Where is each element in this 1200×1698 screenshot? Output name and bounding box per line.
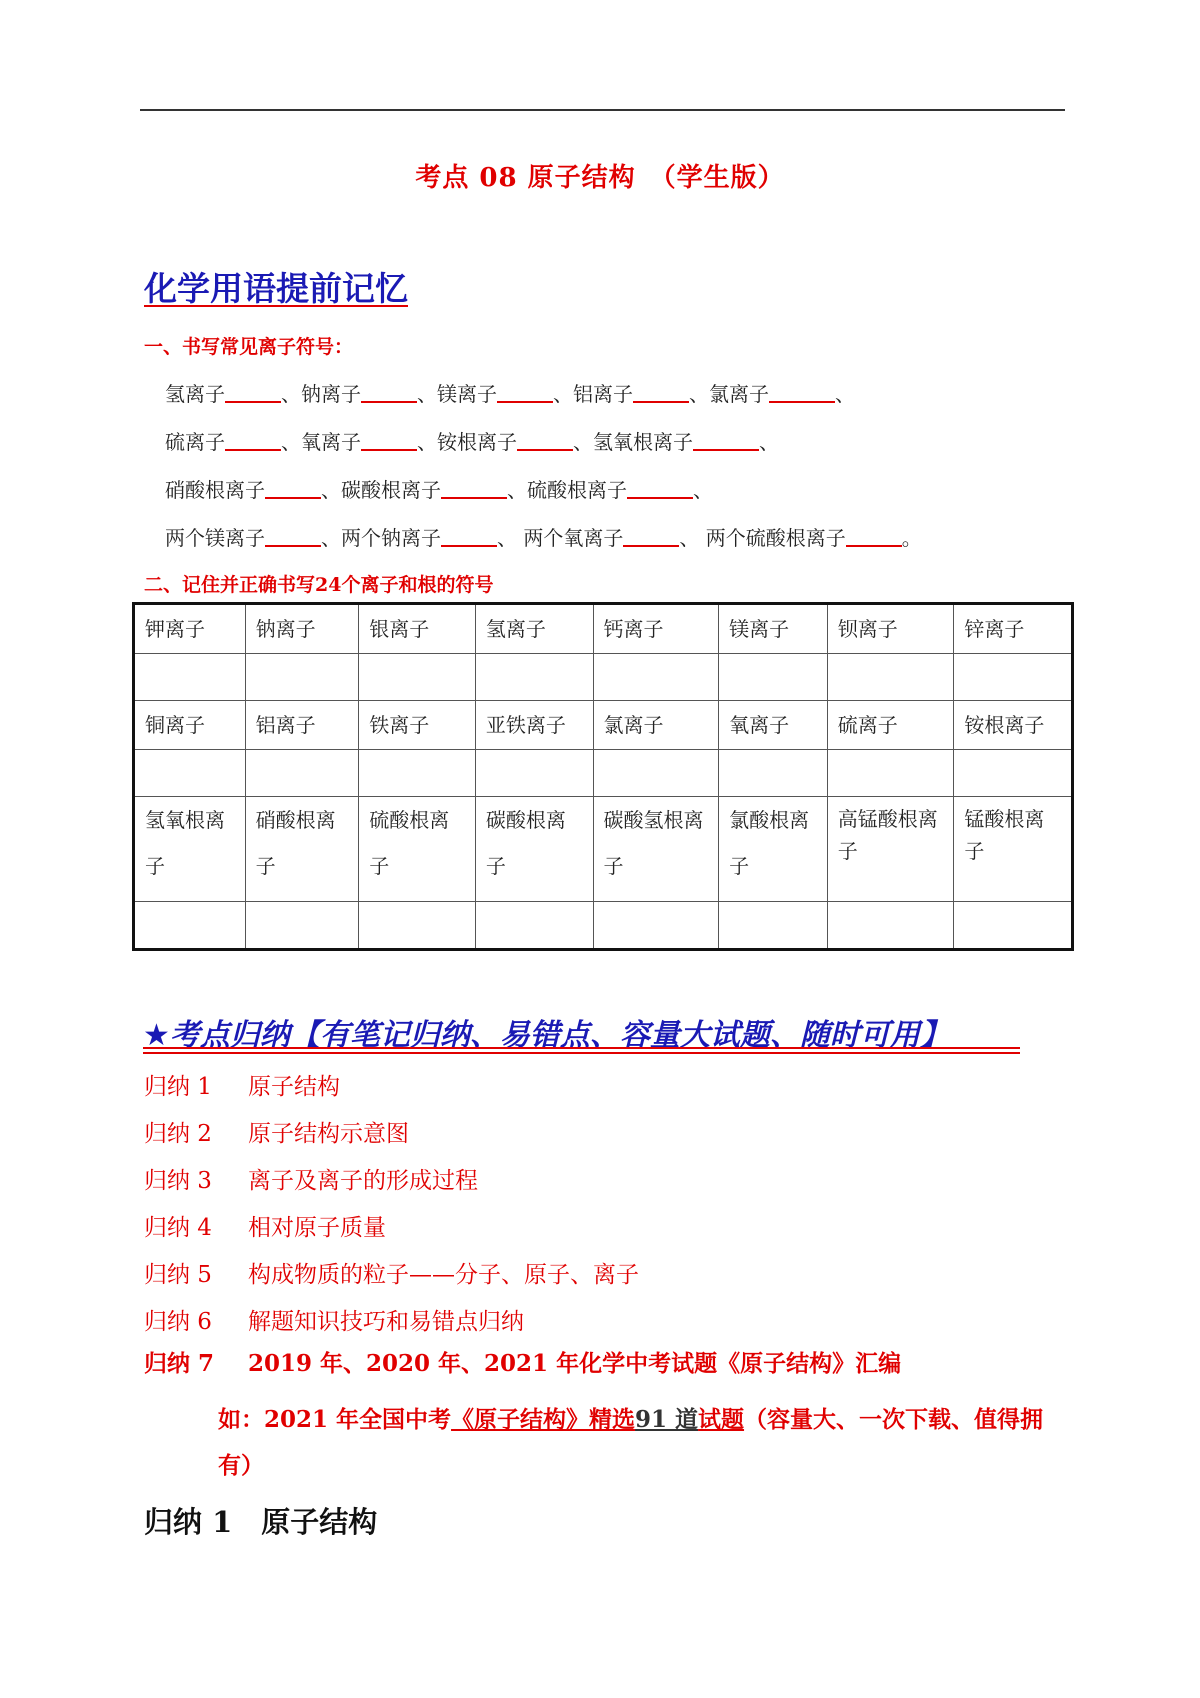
ion-label: 铜离子 [134, 701, 246, 750]
ion-label: 钡离子 [827, 604, 954, 654]
part2-title: 二、记住并正确书写24个离子和根的符号 [144, 574, 494, 596]
table-row [134, 797, 1073, 902]
table-row [134, 701, 1073, 750]
summary-rule [143, 1047, 1020, 1049]
ion-label: 铝离子 [245, 701, 359, 750]
ion-label: 硫离子 [827, 701, 954, 750]
answer-row [134, 654, 1073, 701]
answer-row [134, 750, 1073, 797]
ion-label: 氯离子 [593, 701, 719, 750]
ion-label: 氢氧根离子 [134, 797, 246, 902]
ion-label: 镁离子 [719, 604, 828, 654]
ion-label: 铁离子 [359, 701, 476, 750]
ion-table [132, 602, 1074, 951]
answer-row [134, 902, 1073, 950]
ion-label: 钠离子 [245, 604, 359, 654]
summary-item[interactable]: 归纳 6 解题知识技巧和易错点归纳 [144, 1309, 524, 1335]
summary-item[interactable]: 归纳 1 原子结构 [144, 1074, 340, 1100]
ion-label: 锌离子 [954, 604, 1073, 654]
summary-item[interactable]: 归纳 5 构成物质的粒子——分子、原子、离子 [144, 1262, 639, 1288]
ion-label: 钙离子 [593, 604, 719, 654]
promo-link[interactable]: 试题 [698, 1406, 745, 1433]
page-title: 考点 08 原子结构 （学生版） [415, 163, 785, 193]
summary-item[interactable]: 归纳 7 2019 年、2020 年、2021 年化学中考试题《原子结构》汇编 [144, 1350, 902, 1377]
ion-label: 氯酸根离子 [719, 797, 828, 902]
part1-title: 一、书写常见离子符号： [144, 336, 354, 358]
header-rule [140, 109, 1065, 111]
table-row [134, 604, 1073, 654]
fill-line-4: 两个镁离子 、两个钠离子 、 两个氧离子 、 两个硫酸根离子 。 [165, 526, 922, 550]
summary-item[interactable]: 归纳 4 相对原子质量 [144, 1215, 386, 1241]
promo-link[interactable]: 《原子结构》精选 [451, 1406, 636, 1433]
ion-label: 碳酸氢根离子 [593, 797, 719, 902]
ion-label: 氢离子 [475, 604, 593, 654]
summary-rule [143, 1052, 1020, 1054]
ion-label: 钾离子 [134, 604, 246, 654]
fill-line-3: 硝酸根离子 、碳酸根离子 、硫酸根离子 、 [165, 478, 713, 502]
ion-label: 亚铁离子 [475, 701, 593, 750]
ion-label: 硫酸根离子 [359, 797, 476, 902]
section2-heading: 归纳 1 原子结构 [144, 1505, 378, 1539]
ion-label: 锰酸根离子 [954, 797, 1073, 902]
ion-label: 硝酸根离子 [245, 797, 359, 902]
ion-label: 高锰酸根离子 [827, 797, 954, 902]
ion-label: 铵根离子 [954, 701, 1073, 750]
promo-note: 如：2021 年全国中考《原子结构》精选91 道试题（容量大、一次下载、值得拥有） [218, 1406, 1044, 1479]
ion-label: 碳酸根离子 [475, 797, 593, 902]
ion-label: 银离子 [359, 604, 476, 654]
summary-item[interactable]: 归纳 3 离子及离子的形成过程 [144, 1168, 478, 1194]
section-heading: 化学用语提前记忆 [144, 269, 408, 308]
summary-item[interactable]: 归纳 2 原子结构示意图 [144, 1121, 409, 1147]
summary-heading: ★考点归纳【有笔记归纳、易错点、容量大试题、随时可用】 [143, 1018, 950, 1053]
ion-label: 氧离子 [719, 701, 828, 750]
fill-line-1: 氢离子 、钠离子 、镁离子 、铝离子 、氯离子 、 [165, 382, 855, 406]
fill-line-2: 硫离子 、氧离子 、铵根离子 、氢氧根离子 、 [165, 430, 779, 454]
